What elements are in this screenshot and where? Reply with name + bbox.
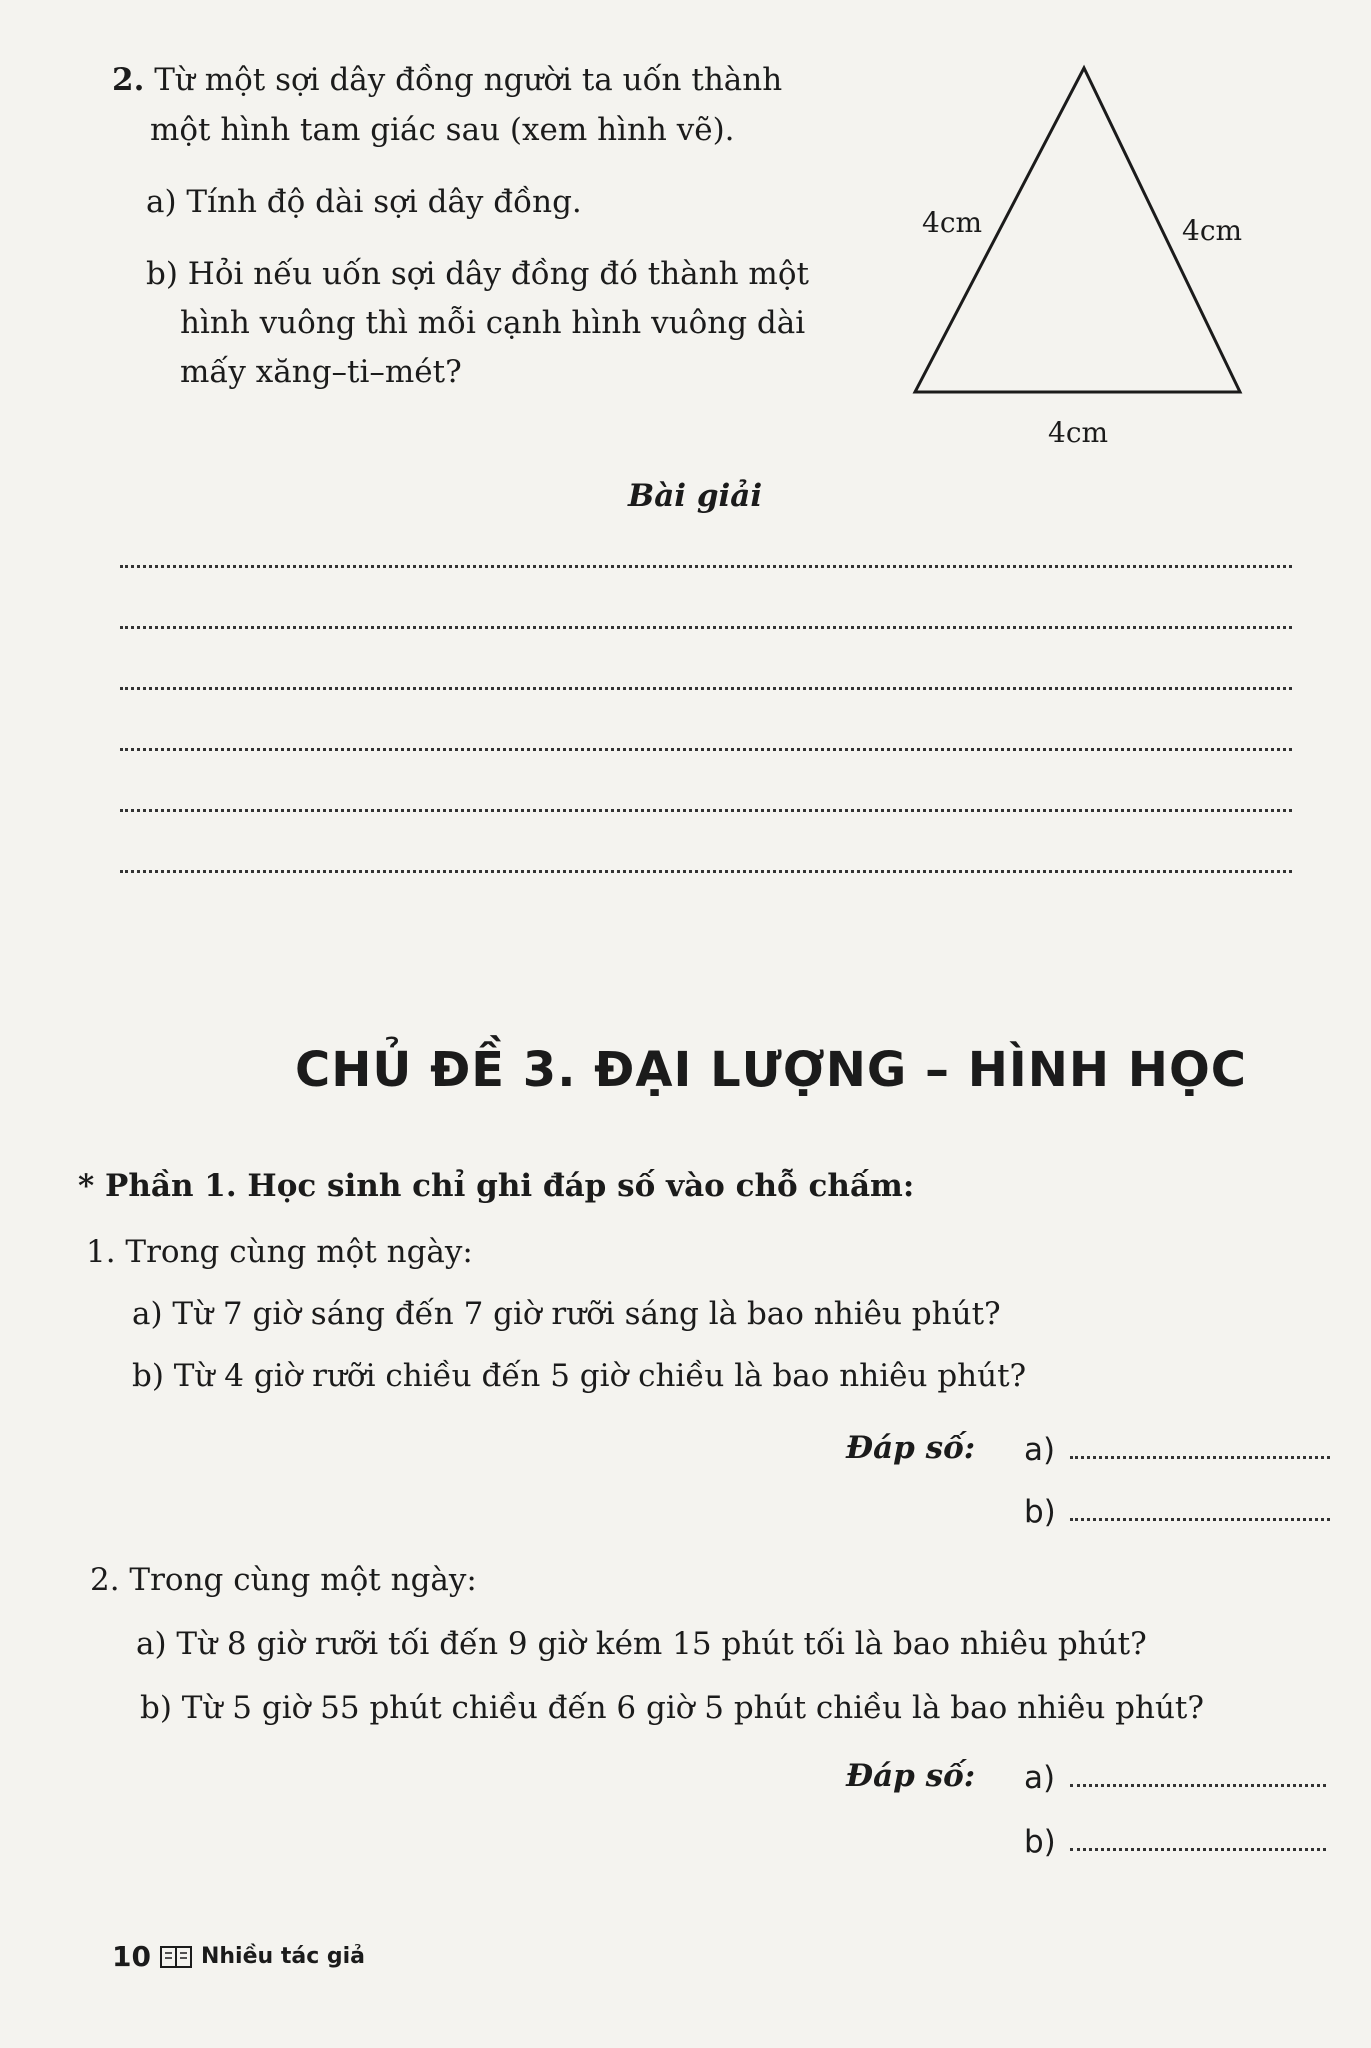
question-1-answer-b-label: b) — [1024, 1494, 1056, 1530]
problem-2-part-b-line-1: b) Hỏi nếu uốn sợi dây đồng đó thành một — [146, 256, 809, 292]
topic-heading: CHỦ ĐỀ 3. ĐẠI LƯỢNG – HÌNH HỌC — [295, 1042, 1247, 1098]
triangle-left-side-label: 4cm — [922, 206, 983, 239]
answer-line-6[interactable] — [120, 870, 1292, 873]
question-1-part-a: a) Từ 7 giờ sáng đến 7 giờ rưỡi sáng là bao nhiêu phút? — [132, 1296, 1001, 1332]
triangle-right-side-label: 4cm — [1182, 214, 1243, 247]
triangle-bottom-side-label: 4cm — [1048, 416, 1109, 449]
answer-line-4[interactable] — [120, 748, 1292, 751]
solution-heading: Bài giải — [628, 478, 763, 514]
question-2-part-a: a) Từ 8 giờ rưỡi tối đến 9 giờ kém 15 phút tối là bao nhiêu phút? — [136, 1626, 1147, 1662]
page-footer — [112, 1940, 365, 1973]
answer-line-1[interactable] — [120, 565, 1292, 568]
problem-2-part-a: a) Tính độ dài sợi dây đồng. — [146, 184, 582, 220]
question-1-answer-label: Đáp số: — [846, 1430, 976, 1466]
question-2-answer-a-label: a) — [1024, 1760, 1056, 1796]
question-2-answer-label: Đáp số: — [846, 1758, 976, 1794]
problem-2-line-2: một hình tam giác sau (xem hình vẽ). — [150, 112, 735, 148]
footer-author: Nhiều tác giả — [200, 1944, 366, 1969]
part-1-heading: * Phần 1. Học sinh chỉ ghi đáp số vào chỗ chấm: — [78, 1168, 915, 1204]
question-1-answer-a-label: a) — [1024, 1432, 1056, 1468]
question-2-part-b: b) Từ 5 giờ 55 phút chiều đến 6 giờ 5 phút chiều là bao nhiêu phút? — [140, 1690, 1205, 1726]
question-1-answer-b-blank[interactable] — [1070, 1518, 1330, 1521]
problem-2-text-1: Từ một sợi dây đồng người ta uốn thành — [154, 62, 783, 98]
question-2-answer-a-blank[interactable] — [1070, 1784, 1326, 1787]
problem-2-line-1 — [112, 62, 782, 99]
answer-line-5[interactable] — [120, 809, 1292, 812]
question-1-part-b: b) Từ 4 giờ rưỡi chiều đến 5 giờ chiều là bao nhiêu phút? — [132, 1358, 1027, 1394]
question-2-title: 2. Trong cùng một ngày: — [90, 1562, 477, 1598]
triangle-figure — [900, 50, 1320, 460]
question-1-answer-a-blank[interactable] — [1070, 1456, 1330, 1459]
question-2-answer-b-blank[interactable] — [1070, 1848, 1326, 1851]
problem-number: 2. — [112, 62, 145, 98]
book-icon — [159, 1945, 193, 1969]
question-1-title: 1. Trong cùng một ngày: — [86, 1234, 473, 1270]
problem-2-part-b-line-3: mấy xăng–ti–mét? — [180, 354, 462, 390]
answer-line-3[interactable] — [120, 687, 1292, 690]
answer-line-2[interactable] — [120, 626, 1292, 629]
question-2-answer-b-label: b) — [1024, 1824, 1056, 1860]
problem-2-part-b-line-2: hình vuông thì mỗi cạnh hình vuông dài — [180, 305, 806, 341]
page-number: 10 — [112, 1940, 151, 1973]
